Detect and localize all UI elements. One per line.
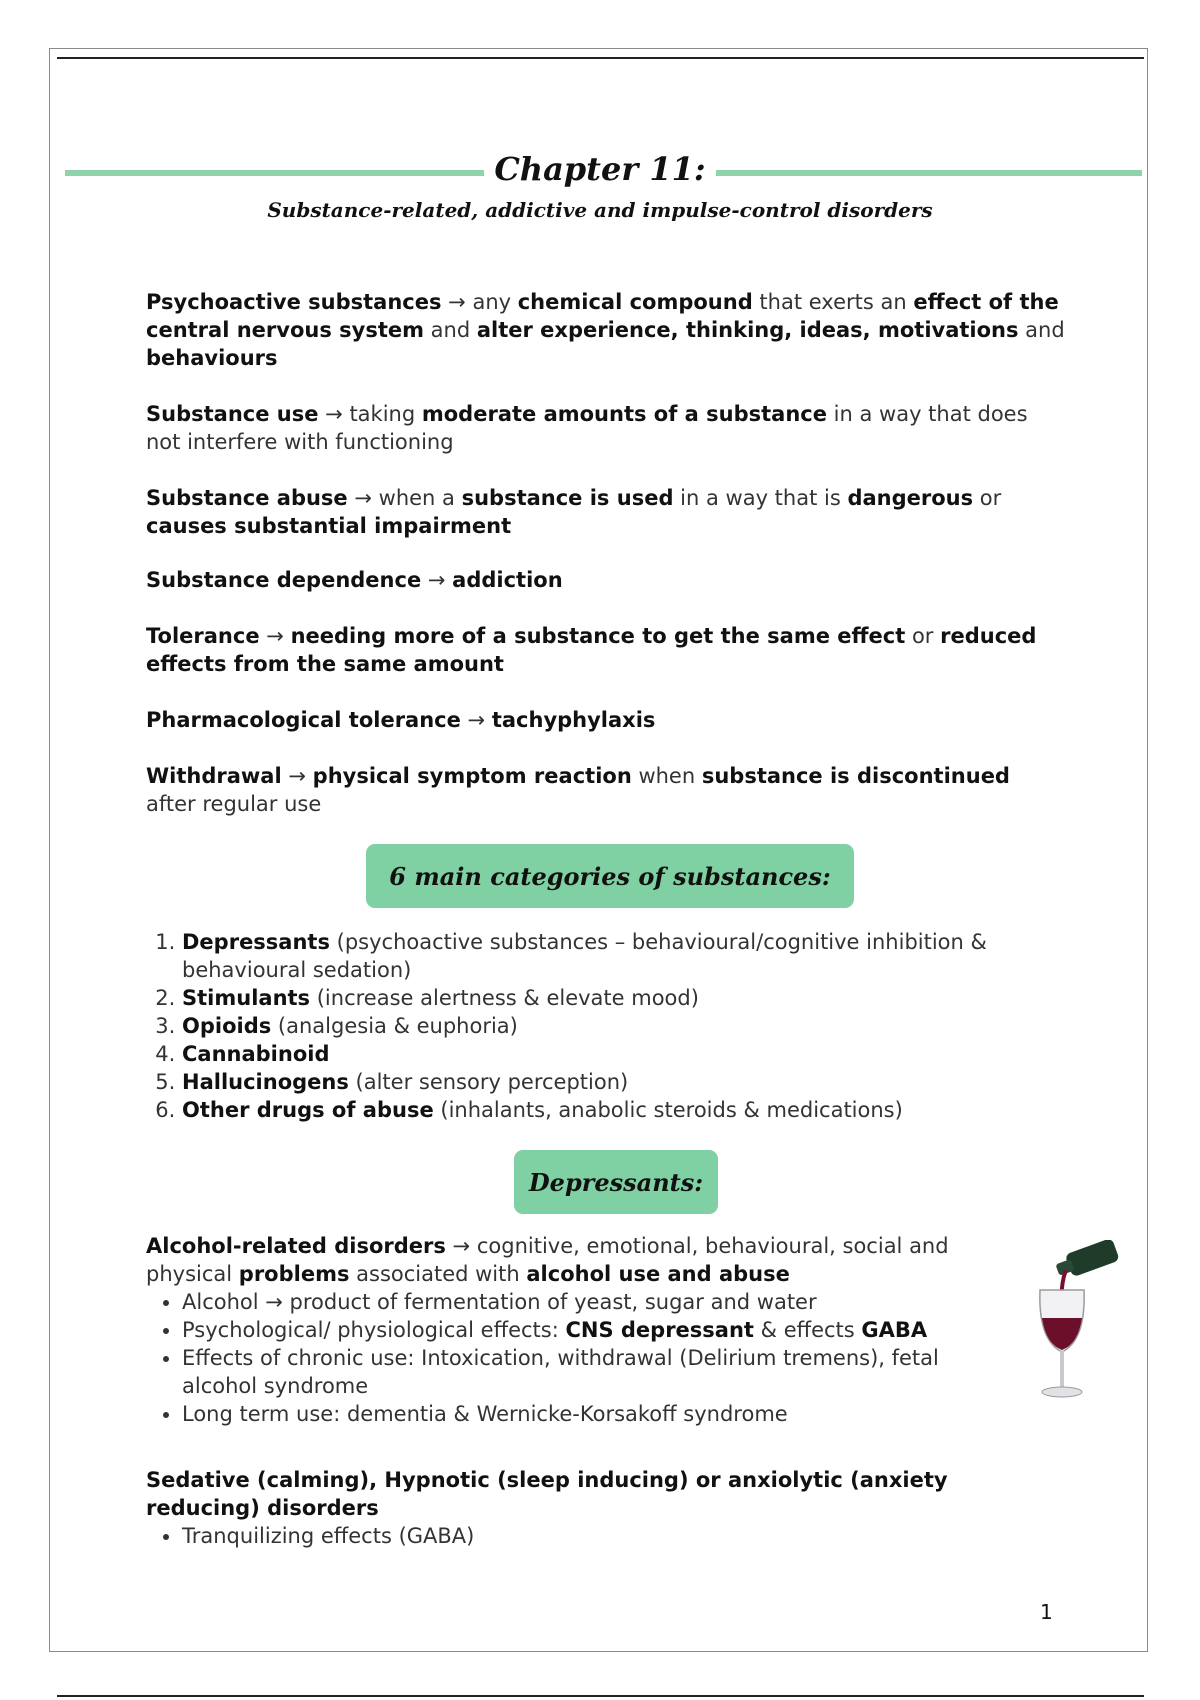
list-item: • Long term use: dementia & Wernicke-Korsakoff syndrome bbox=[182, 1400, 986, 1428]
definition-withdrawal: Withdrawal → physical symptom reaction when substance is discontinued after regular use bbox=[146, 764, 1010, 816]
list-item: 5. Hallucinogens (alter sensory perception) bbox=[182, 1068, 1082, 1096]
depressants-heading: Depressants: bbox=[514, 1150, 718, 1214]
list-item: • Alcohol → product of fermentation of yeast, sugar and water bbox=[182, 1288, 986, 1316]
list-item: 6. Other drugs of abuse (inhalants, anabolic steroids & medications) bbox=[182, 1096, 1082, 1124]
definition-pharmacological-tolerance: Pharmacological tolerance → tachyphylaxis bbox=[146, 708, 656, 732]
definition-substance-abuse: Substance abuse → when a substance is used in a way that is dangerous or causes substantial impairment bbox=[146, 486, 1002, 538]
wine-glass-icon bbox=[1000, 1240, 1125, 1410]
top-rule bbox=[57, 57, 1144, 59]
list-item: • Effects of chronic use: Intoxication, withdrawal (Delirium tremens), fetal alcohol syndrome bbox=[182, 1344, 986, 1400]
definition-substance-dependence: Substance dependence → addiction bbox=[146, 568, 563, 592]
list-item: • Tranquilizing effects (GABA) bbox=[182, 1522, 1046, 1550]
alcohol-definition: Alcohol-related disorders → cognitive, emotional, behavioural, social and physical problems associated with alcohol use and abuse bbox=[146, 1234, 949, 1286]
list-item: 3. Opioids (analgesia & euphoria) bbox=[182, 1012, 1082, 1040]
categories-list bbox=[146, 928, 1082, 1124]
chapter-title bbox=[0, 150, 1200, 188]
chapter-subtitle: Substance-related, addictive and impulse-control disorders bbox=[267, 198, 933, 222]
sedative-section bbox=[146, 1466, 1046, 1550]
list-item: 2. Stimulants (increase alertness & elevate mood) bbox=[182, 984, 1082, 1012]
definition-psychoactive: Psychoactive substances → any chemical compound that exerts an effect of the central nervous system and alter experience, thinking, ideas, motivations and behaviours bbox=[146, 290, 1065, 370]
sedative-heading: Sedative (calming), Hypnotic (sleep inducing) or anxiolytic (anxiety reducing) disorders bbox=[146, 1468, 948, 1520]
list-item: 4. Cannabinoid bbox=[182, 1040, 1082, 1068]
bottom-rule bbox=[57, 1695, 1144, 1697]
list-item: 1. Depressants (psychoactive substances – behavioural/cognitive inhibition & behavioural sedation) bbox=[182, 928, 1082, 984]
sedative-bullets bbox=[110, 1522, 1046, 1550]
chapter-title-text: Chapter 11: bbox=[484, 150, 715, 188]
definition-substance-use: Substance use → taking moderate amounts of a substance in a way that does not interfere with functioning bbox=[146, 402, 1028, 454]
categories-heading: 6 main categories of substances: bbox=[366, 844, 854, 908]
list-item: • Psychological/ physiological effects: CNS depressant & effects GABA bbox=[182, 1316, 986, 1344]
page-number: 1 bbox=[1040, 1600, 1053, 1624]
alcohol-bullets bbox=[110, 1288, 986, 1428]
alcohol-section bbox=[146, 1232, 986, 1428]
definition-tolerance: Tolerance → needing more of a substance to get the same effect or reduced effects from the same amount bbox=[146, 624, 1037, 676]
